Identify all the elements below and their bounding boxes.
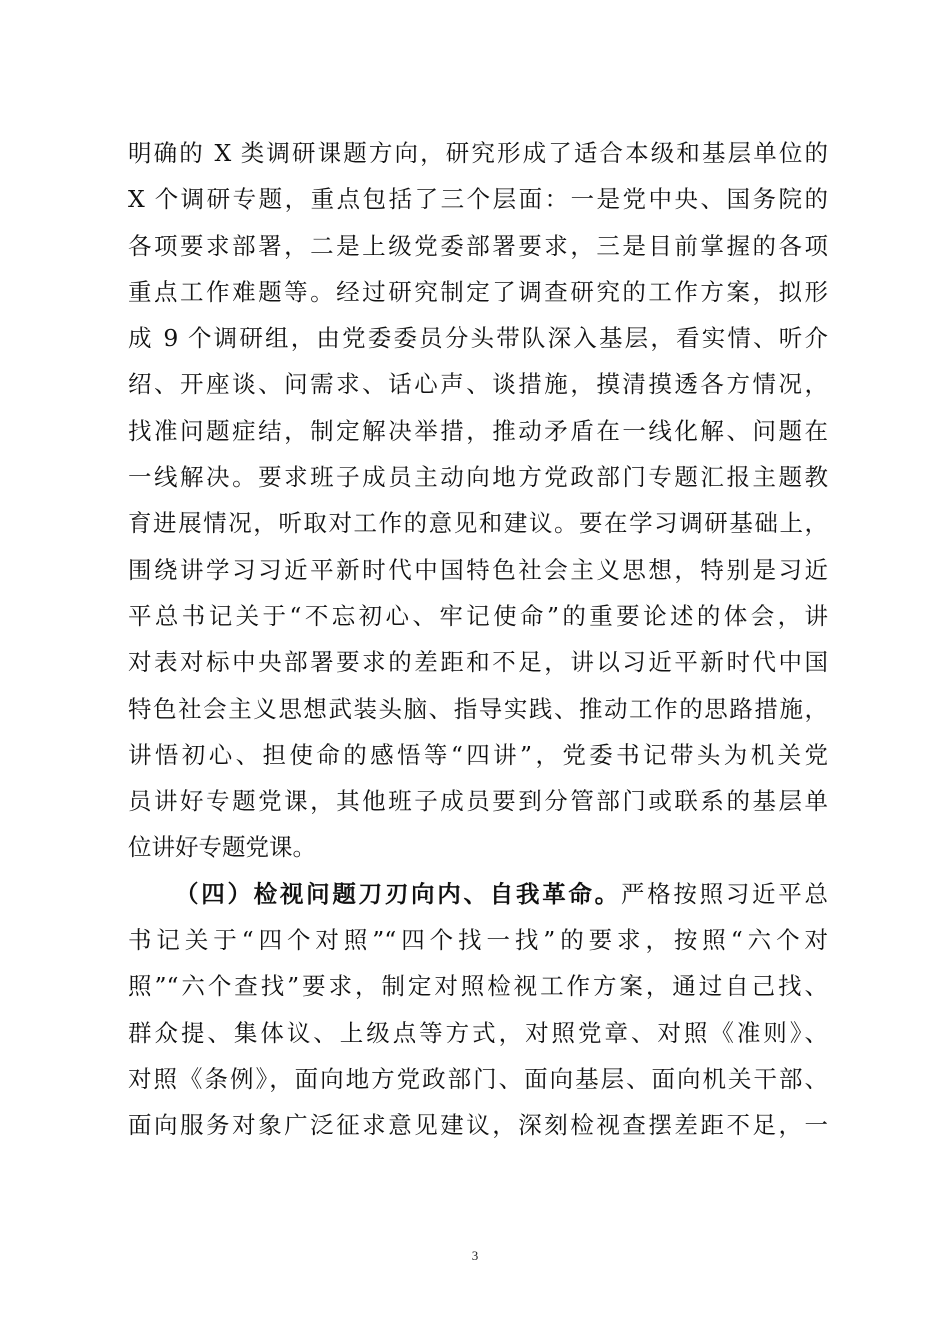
text-line: 对表对标中央部署要求的差距和不足，讲以习近平新时代中国 [128, 648, 828, 677]
text-line: 围绕讲学习习近平新时代中国特色社会主义思想，特别是习近 [128, 555, 828, 584]
text-line: X 个调研专题，重点包括了三个层面：一是党中央、国务院的 [128, 185, 828, 214]
text-line: 照”“六个查找”要求，制定对照检视工作方案，通过自己找、 [128, 972, 828, 1001]
section-first-line [128, 871, 828, 917]
body-text [128, 130, 828, 1149]
text-line: 面向服务对象广泛征求意见建议，深刻检视查摆差距不足，一 [128, 1111, 828, 1140]
section-heading: （四）检视问题刀刃向内、自我革命。 [175, 879, 621, 908]
text-line: 员讲好专题党课，其他班子成员要到分管部门或联系的基层单 [128, 787, 828, 816]
text-line: 群众提、集体议、上级点等方式，对照党章、对照《准则》、 [128, 1018, 828, 1047]
text-line: 绍、开座谈、问需求、话心声、谈措施，摸清摸透各方情况， [128, 370, 828, 399]
text-line: 讲悟初心、担使命的感悟等“四讲”，党委书记带头为机关党 [128, 740, 828, 769]
page-number: 3 [471, 1248, 479, 1263]
text-line: 育进展情况，听取对工作的意见和建议。要在学习调研基础上， [128, 509, 828, 538]
text-line: 找准问题症结，制定解决举措，推动矛盾在一线化解、问题在 [128, 416, 828, 445]
text-line: 各项要求部署，二是上级党委部署要求，三是目前掌握的各项 [128, 231, 828, 260]
text-line: 成 9 个调研组，由党委委员分头带队深入基层，看实情、听介 [128, 324, 828, 353]
text-line: 重点工作难题等。经过研究制定了调查研究的工作方案，拟形 [128, 277, 828, 306]
text-line: 书记关于“四个对照”“四个找一找”的要求，按照“六个对 [128, 926, 828, 955]
text-line: 特色社会主义思想武装头脑、指导实践、推动工作的思路措施， [128, 694, 828, 723]
text-line: 位讲好专题党课。 [128, 833, 316, 862]
section-first-line-text: 严格按照习近平总 [620, 879, 829, 908]
text-line: 一线解决。要求班子成员主动向地方党政部门专题汇报主题教 [128, 463, 828, 492]
text-line: 明确的 X 类调研课题方向，研究形成了适合本级和基层单位的 [128, 139, 828, 167]
text-line: 平总书记关于“不忘初心、牢记使命”的重要论述的体会，讲 [128, 601, 828, 630]
text-line: 对照《条例》，面向地方党政部门、面向基层、面向机关干部、 [128, 1064, 828, 1093]
